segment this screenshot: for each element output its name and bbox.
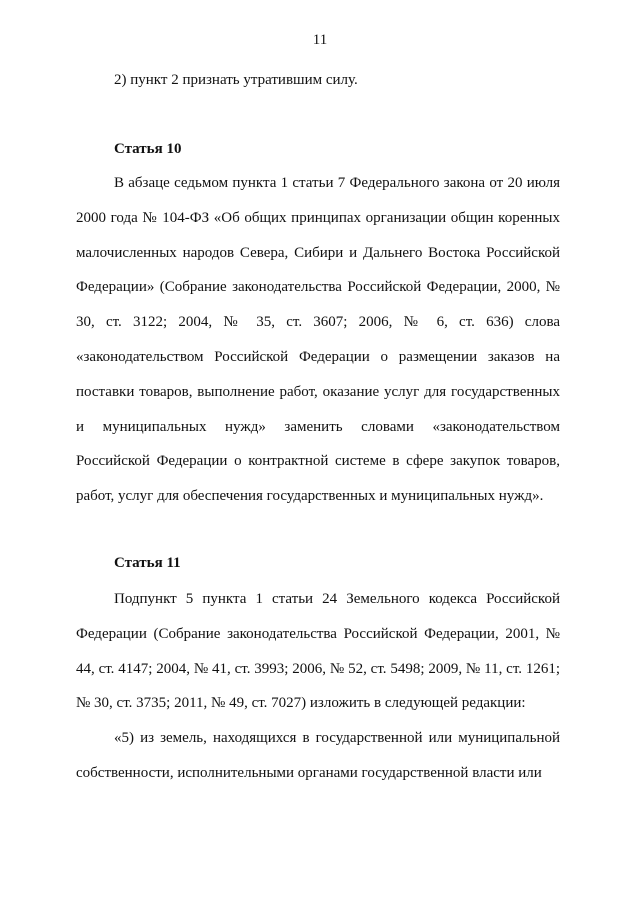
article-10-heading-block	[76, 139, 560, 159]
article-10-title: Статья 10	[114, 141, 182, 157]
article-11-paragraph-2: «5) из земель, находящихся в государственной или муниципальной собственности, исполнительными органами государственной власти или	[76, 730, 560, 781]
item-2-text: 2) пункт 2 признать утратившим силу.	[114, 72, 358, 88]
page-number: 11	[312, 32, 328, 48]
item-2-block	[76, 63, 560, 98]
article-11-paragraph-1: Подпункт 5 пункта 1 статьи 24 Земельного кодекса Российской Федерации (Собрание законодательства Российской Федерации, 2001, № 44, ст. 4147; 2004, № 41, ст. 3993; 2006, № 52, ст. 5498; 2009, № 11, ст. 1261; № 30, ст. 3735; 2011, № 49, ст. 7027) изложить в следующей редакции:	[76, 591, 560, 712]
article-10-paragraph: В абзаце седьмом пункта 1 статьи 7 Федерального закона от 20 июля 2000 года № 104-ФЗ «Об общих принципах организации общин коренных малочисленных народов Севера, Сибири и Дальнего Востока Российской Федерации» (Собрание законодательства Российской Федерации, 2000, № 30, ст. 3122; 2004, № 35, ст. 3607; 2006, № 6, ст. 636) слова «законодательством Российской Федерации о размещении заказов на поставки товаров, выполнение работ, оказание услуг для государственных и муниципальных нужд» заменить словами «законодательством Российской Федерации о контрактной системе в сфере закупок товаров, работ, услуг для обеспечения государственных и муниципальных нужд».	[76, 175, 560, 505]
article-11-title: Статья 11	[114, 555, 181, 571]
article-10-body	[76, 166, 560, 514]
article-11-body	[76, 582, 560, 791]
article-11-heading-block	[76, 553, 560, 573]
